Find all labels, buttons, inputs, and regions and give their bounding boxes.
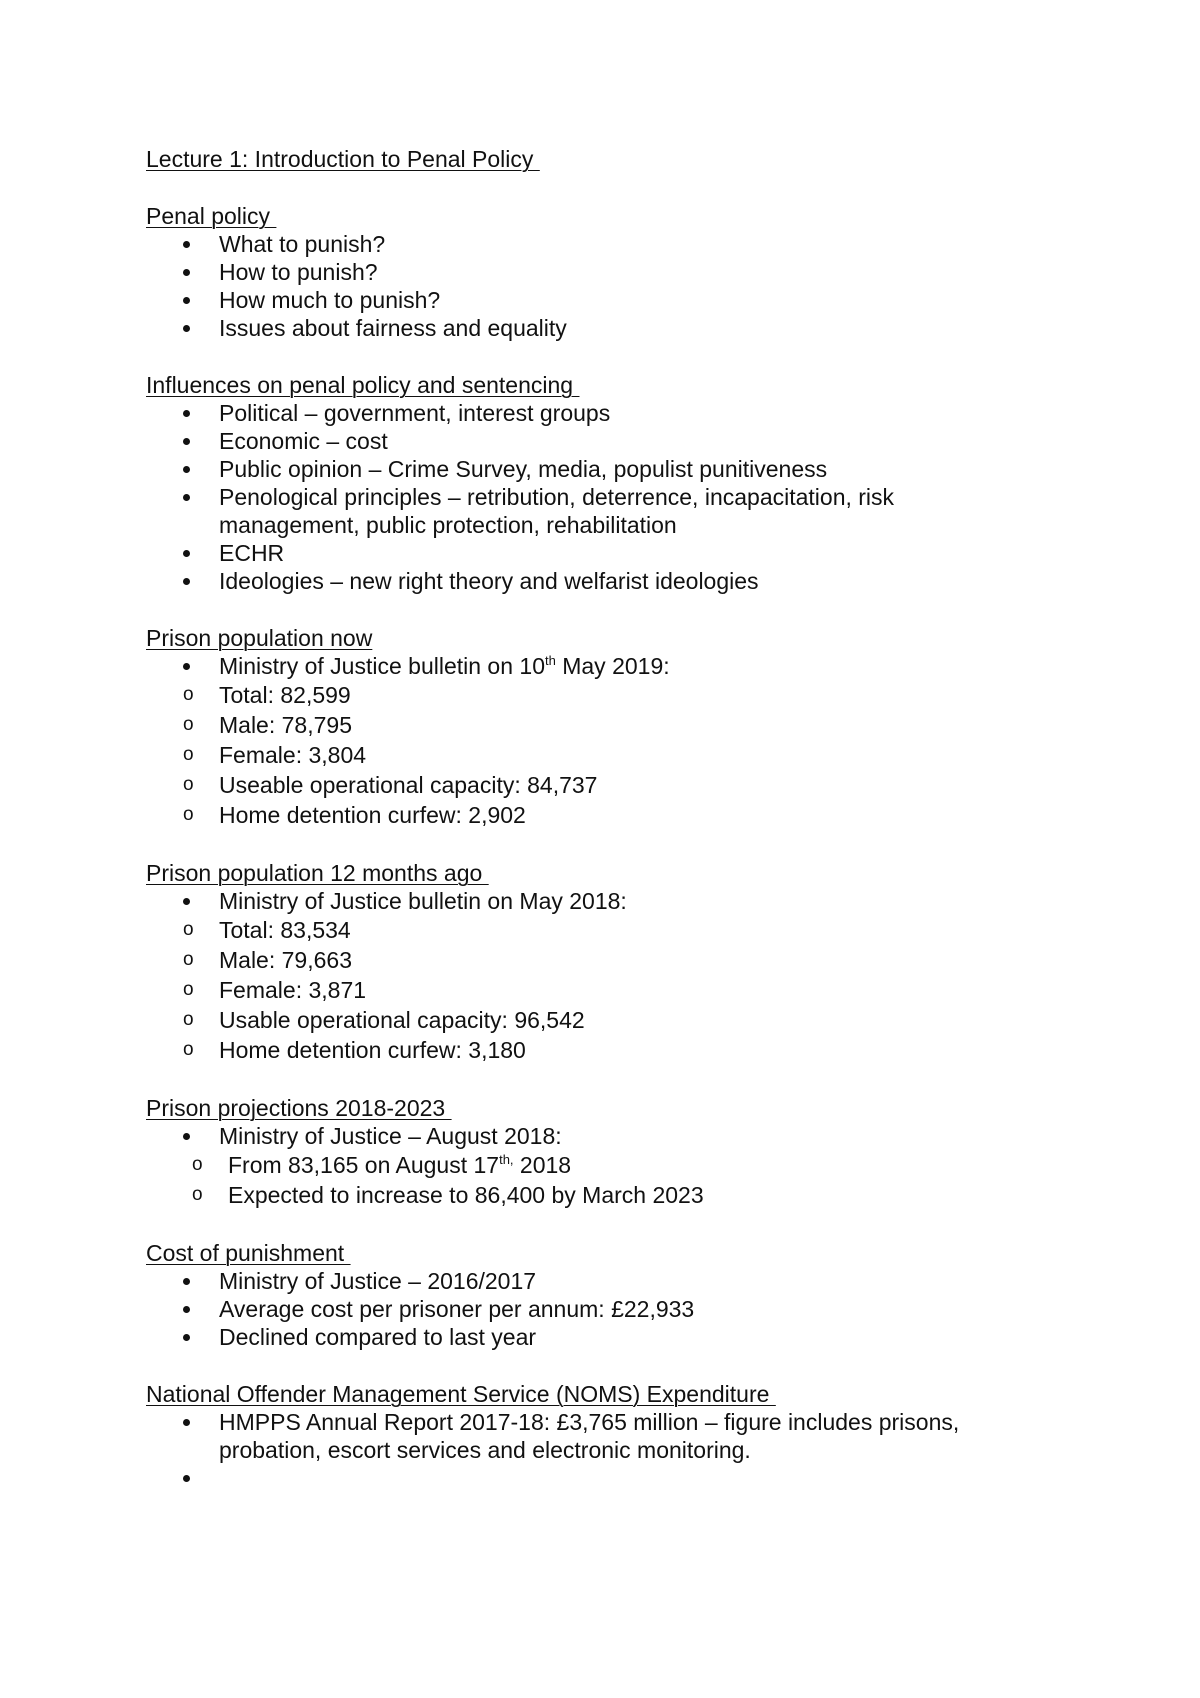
sub-list-item xyxy=(146,1180,1040,1210)
list-item-text: Public opinion – Crime Survey, media, populist punitiveness xyxy=(219,456,828,482)
section-projections xyxy=(146,1094,1040,1210)
sub-bullet-list xyxy=(183,915,1040,1065)
section-noms-expenditure xyxy=(146,1380,1040,1492)
sub-list-item-text: Useable operational capacity: 84,737 xyxy=(219,772,598,798)
circle-bullet-icon: o xyxy=(183,919,194,940)
list-item-text: Ideologies – new right theory and welfarist ideologies xyxy=(219,568,759,594)
list-item xyxy=(146,652,1040,830)
list-item-text: ECHR xyxy=(219,540,285,566)
list-item xyxy=(146,539,1040,567)
section-heading: Prison projections 2018-2023 xyxy=(146,1095,452,1121)
list-item xyxy=(146,1323,1040,1351)
sub-list-item-text: Usable operational capacity: 96,542 xyxy=(219,1007,585,1033)
list-item xyxy=(146,567,1040,595)
list-item xyxy=(146,1122,1040,1210)
list-item-text: What to punish? xyxy=(219,231,386,257)
list-item-text: Economic – cost xyxy=(219,428,388,454)
bullet-icon xyxy=(183,578,190,585)
section-population-now xyxy=(146,624,1040,830)
list-item xyxy=(146,314,1040,342)
list-item xyxy=(146,1408,1040,1464)
bulletin-text: Ministry of Justice – August 2018: xyxy=(219,1123,562,1149)
bullet-icon xyxy=(183,1306,190,1313)
sub-list-item-text: Home detention curfew: 3,180 xyxy=(219,1037,526,1063)
circle-bullet-icon: o xyxy=(183,744,194,765)
list-item-text: Declined compared to last year xyxy=(219,1324,537,1350)
bullet-icon xyxy=(183,325,190,332)
sub-list-item-text: Female: 3,804 xyxy=(219,742,367,768)
sub-list-item-year: 2018 xyxy=(513,1152,572,1178)
list-item xyxy=(146,258,1040,286)
sub-list-item xyxy=(146,1035,1040,1065)
section-heading: Prison population 12 months ago xyxy=(146,860,489,886)
list-item-text: Political – government, interest groups xyxy=(219,400,611,426)
sub-list-item xyxy=(146,945,1040,975)
sub-list-item-text: From 83,165 on August 17 xyxy=(228,1152,500,1178)
sub-bullet-list xyxy=(183,680,1040,830)
section-heading: Influences on penal policy and sentencing xyxy=(146,372,580,398)
sub-list-item xyxy=(146,1150,1040,1180)
list-item xyxy=(146,1295,1040,1323)
circle-bullet-icon: o xyxy=(183,804,194,825)
circle-bullet-icon: o xyxy=(183,949,194,970)
bullet-list xyxy=(146,230,1040,342)
list-item-text: Penological principles – retribution, deterrence, incapacitation, risk management, public protection, rehabilitation xyxy=(219,484,895,538)
sub-list-item xyxy=(146,740,1040,770)
section-influences xyxy=(146,371,1040,595)
circle-bullet-icon: o xyxy=(183,774,194,795)
section-cost xyxy=(146,1239,1040,1351)
list-item xyxy=(146,1464,1040,1492)
bulletin-text: Ministry of Justice bulletin on 10 xyxy=(219,653,545,679)
sub-list-item-text: Home detention curfew: 2,902 xyxy=(219,802,526,828)
bullet-icon xyxy=(183,898,190,905)
bullet-list xyxy=(146,887,1040,1065)
sub-bullet-list xyxy=(192,1150,1040,1210)
list-item-text: How to punish? xyxy=(219,259,378,285)
circle-bullet-icon: o xyxy=(183,979,194,1000)
circle-bullet-icon: o xyxy=(183,714,194,735)
sub-list-item-text: Total: 83,534 xyxy=(219,917,351,943)
circle-bullet-icon: o xyxy=(183,1039,194,1060)
bullet-icon xyxy=(183,550,190,557)
sub-list-item xyxy=(146,1005,1040,1035)
bullet-icon xyxy=(183,269,190,276)
section-heading: Cost of punishment xyxy=(146,1240,351,1266)
sub-list-item xyxy=(146,975,1040,1005)
sub-list-item-text: Male: 79,663 xyxy=(219,947,352,973)
bullet-icon xyxy=(183,297,190,304)
sub-list-item xyxy=(146,680,1040,710)
list-item xyxy=(146,1267,1040,1295)
circle-bullet-icon: o xyxy=(192,1154,203,1175)
bullet-list xyxy=(146,399,1040,595)
bullet-icon xyxy=(183,466,190,473)
bullet-icon xyxy=(183,663,190,670)
bulletin-date-text: May 2019: xyxy=(555,653,670,679)
ordinal-suffix: th xyxy=(545,653,556,668)
section-heading: National Offender Management Service (NOMS) Expenditure xyxy=(146,1381,776,1407)
bullet-icon xyxy=(183,1475,190,1482)
bullet-icon xyxy=(183,1419,190,1426)
bullet-list xyxy=(146,1267,1040,1351)
list-item-text: Issues about fairness and equality xyxy=(219,315,567,341)
section-penal-policy xyxy=(146,202,1040,342)
section-population-12-months-ago xyxy=(146,859,1040,1065)
list-item xyxy=(146,887,1040,1065)
sub-list-item xyxy=(146,915,1040,945)
bullet-icon xyxy=(183,410,190,417)
sub-list-item xyxy=(146,710,1040,740)
sub-list-item xyxy=(146,770,1040,800)
bullet-icon xyxy=(183,1133,190,1140)
list-item xyxy=(146,483,1040,539)
circle-bullet-icon: o xyxy=(183,1009,194,1030)
list-item xyxy=(146,455,1040,483)
bullet-icon xyxy=(183,438,190,445)
document-title: Lecture 1: Introduction to Penal Policy xyxy=(146,146,540,172)
bullet-icon xyxy=(183,1278,190,1285)
sub-list-item-text: Male: 78,795 xyxy=(219,712,352,738)
list-item-text: HMPPS Annual Report 2017-18: £3,765 million – figure includes prisons, probation, escort services and electronic monitoring. xyxy=(219,1409,960,1463)
ordinal-suffix: th, xyxy=(499,1152,514,1167)
section-heading: Penal policy xyxy=(146,203,277,229)
circle-bullet-icon: o xyxy=(192,1184,203,1205)
list-item-text: How much to punish? xyxy=(219,287,441,313)
list-item xyxy=(146,286,1040,314)
bullet-list xyxy=(146,652,1040,830)
list-item-text: Average cost per prisoner per annum: £22,933 xyxy=(219,1296,695,1322)
sub-list-item-text: Total: 82,599 xyxy=(219,682,351,708)
sub-list-item-text: Expected to increase to 86,400 by March 2023 xyxy=(228,1182,704,1208)
circle-bullet-icon: o xyxy=(183,684,194,705)
bullet-list xyxy=(146,1408,1040,1492)
bullet-icon xyxy=(183,1334,190,1341)
bullet-list xyxy=(146,1122,1040,1210)
list-item xyxy=(146,399,1040,427)
list-item xyxy=(146,427,1040,455)
bulletin-text: Ministry of Justice bulletin on May 2018: xyxy=(219,888,627,914)
bullet-icon xyxy=(183,241,190,248)
bullet-icon xyxy=(183,494,190,501)
sub-list-item xyxy=(146,800,1040,830)
sub-list-item-text: Female: 3,871 xyxy=(219,977,367,1003)
list-item xyxy=(146,230,1040,258)
section-heading: Prison population now xyxy=(146,625,373,651)
list-item-text: Ministry of Justice – 2016/2017 xyxy=(219,1268,537,1294)
